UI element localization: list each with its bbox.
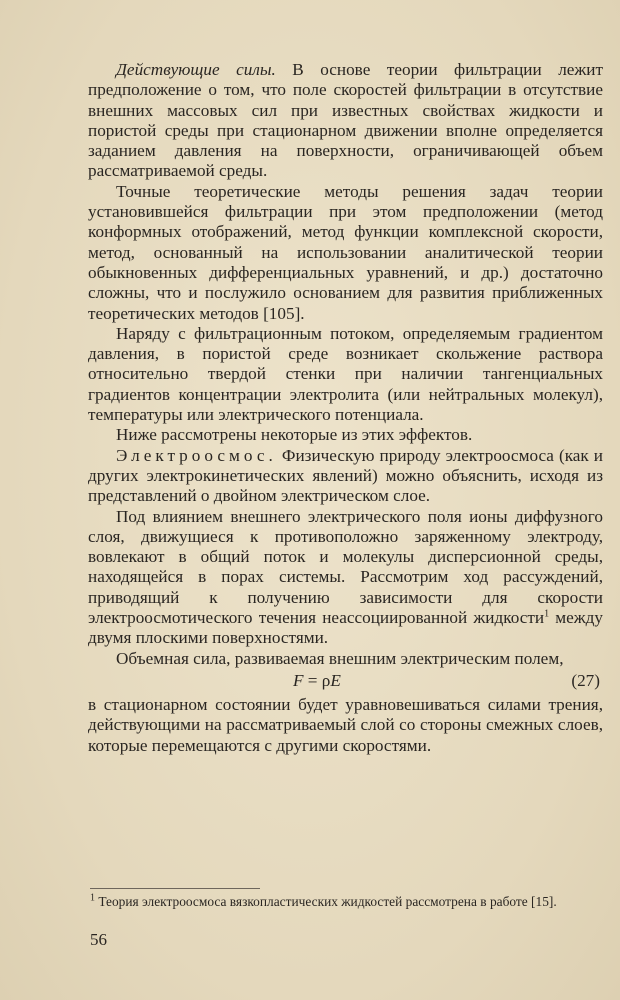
paragraph-text-tail: между двумя плоскими поверхностями. bbox=[88, 608, 603, 648]
paragraph-effects bbox=[88, 425, 603, 445]
paragraph-electroosmosis bbox=[88, 446, 603, 507]
equation-body bbox=[293, 671, 341, 691]
footnote-divider bbox=[90, 888, 260, 889]
paragraph-external-field bbox=[88, 507, 603, 649]
paragraph-text: Под влиянием внешнего электрического поля ионы диффузного слоя, движущиеся к противоположно заряженному электроду, вовлекают в общий поток и молекулы дисперсионной среды, находящейся в порах системы. Рассмотрим ход рассуждений, приводящий к получению зависимости для скорости электроосмотического течения неассоциированной жидкости bbox=[88, 506, 603, 628]
page-number: 56 bbox=[90, 930, 107, 949]
equation-rhs: E bbox=[330, 670, 341, 690]
paragraph-text: В основе теории фильтрации лежит предположение о том, что поле скоростей фильтрации в отсутствие внешних массовых сил при известных свойствах жидкости и пористой среды при стационарном движении вполне определяется заданием давления на поверхности, ограничивающей объем рассматриваемой среды. bbox=[88, 60, 603, 181]
footnote-text: Теория электроосмоса вязкопластических жидкостей рассмотрена в работе [15]. bbox=[95, 894, 557, 909]
footnote bbox=[90, 893, 605, 910]
paragraph-sliding bbox=[88, 324, 603, 425]
paragraph-exact-methods bbox=[88, 182, 603, 324]
paragraph-text: Объемная сила, развиваемая внешним электрическим полем, bbox=[116, 648, 564, 668]
paragraph-text: Наряду с фильтрационным потоком, определяемым градиентом давления, в пористой среде возникает скольжение раствора относительно твердой стенки при наличии тангенциальных градиентов концентрации электролита (или нейтральных молекул), температуры или электрического потенциала. bbox=[88, 323, 603, 425]
paragraph-after-formula bbox=[88, 695, 603, 756]
paragraph-text: Ниже рассмотрены некоторые из этих эффектов. bbox=[116, 425, 473, 445]
equation-mid: = ρ bbox=[303, 670, 331, 690]
footnote-marker: 1 bbox=[544, 608, 550, 620]
paragraph-text: Точные теоретические методы решения задач теории установившейся фильтрации при этом предположении (метод конформных отображений, метод функции комплексной скорости, метод, основанный на использовании аналитической теории обыкновенных дифференциальных уравнений, и др.) достаточно сложны, что и послужило основанием для развития приближенных теоретических методов [105]. bbox=[88, 181, 603, 323]
equation-lhs: F bbox=[293, 670, 304, 690]
paragraph-text: в стационарном состоянии будет уравновешиваться силами трения, действующими на рассматриваемый слой со стороны смежных слоев, которые перемещаются с другими скоростями. bbox=[88, 694, 603, 755]
paragraph-text: Физическую природу электроосмоса (как и других электрокинетических явлений) можно объяснить, исходя из представлений о двойном электрическом слое. bbox=[88, 445, 603, 506]
section-lead-acting-forces: Действующие силы. bbox=[116, 60, 276, 79]
section-lead-electroosmosis: Электроосмос. bbox=[116, 445, 277, 465]
body-text bbox=[88, 60, 603, 756]
paragraph-volume-force bbox=[88, 649, 603, 669]
footnote-mark: 1 bbox=[90, 892, 95, 904]
paragraph-acting-forces bbox=[88, 60, 603, 182]
equation-27 bbox=[88, 671, 603, 695]
equation-number: (27) bbox=[571, 670, 600, 690]
